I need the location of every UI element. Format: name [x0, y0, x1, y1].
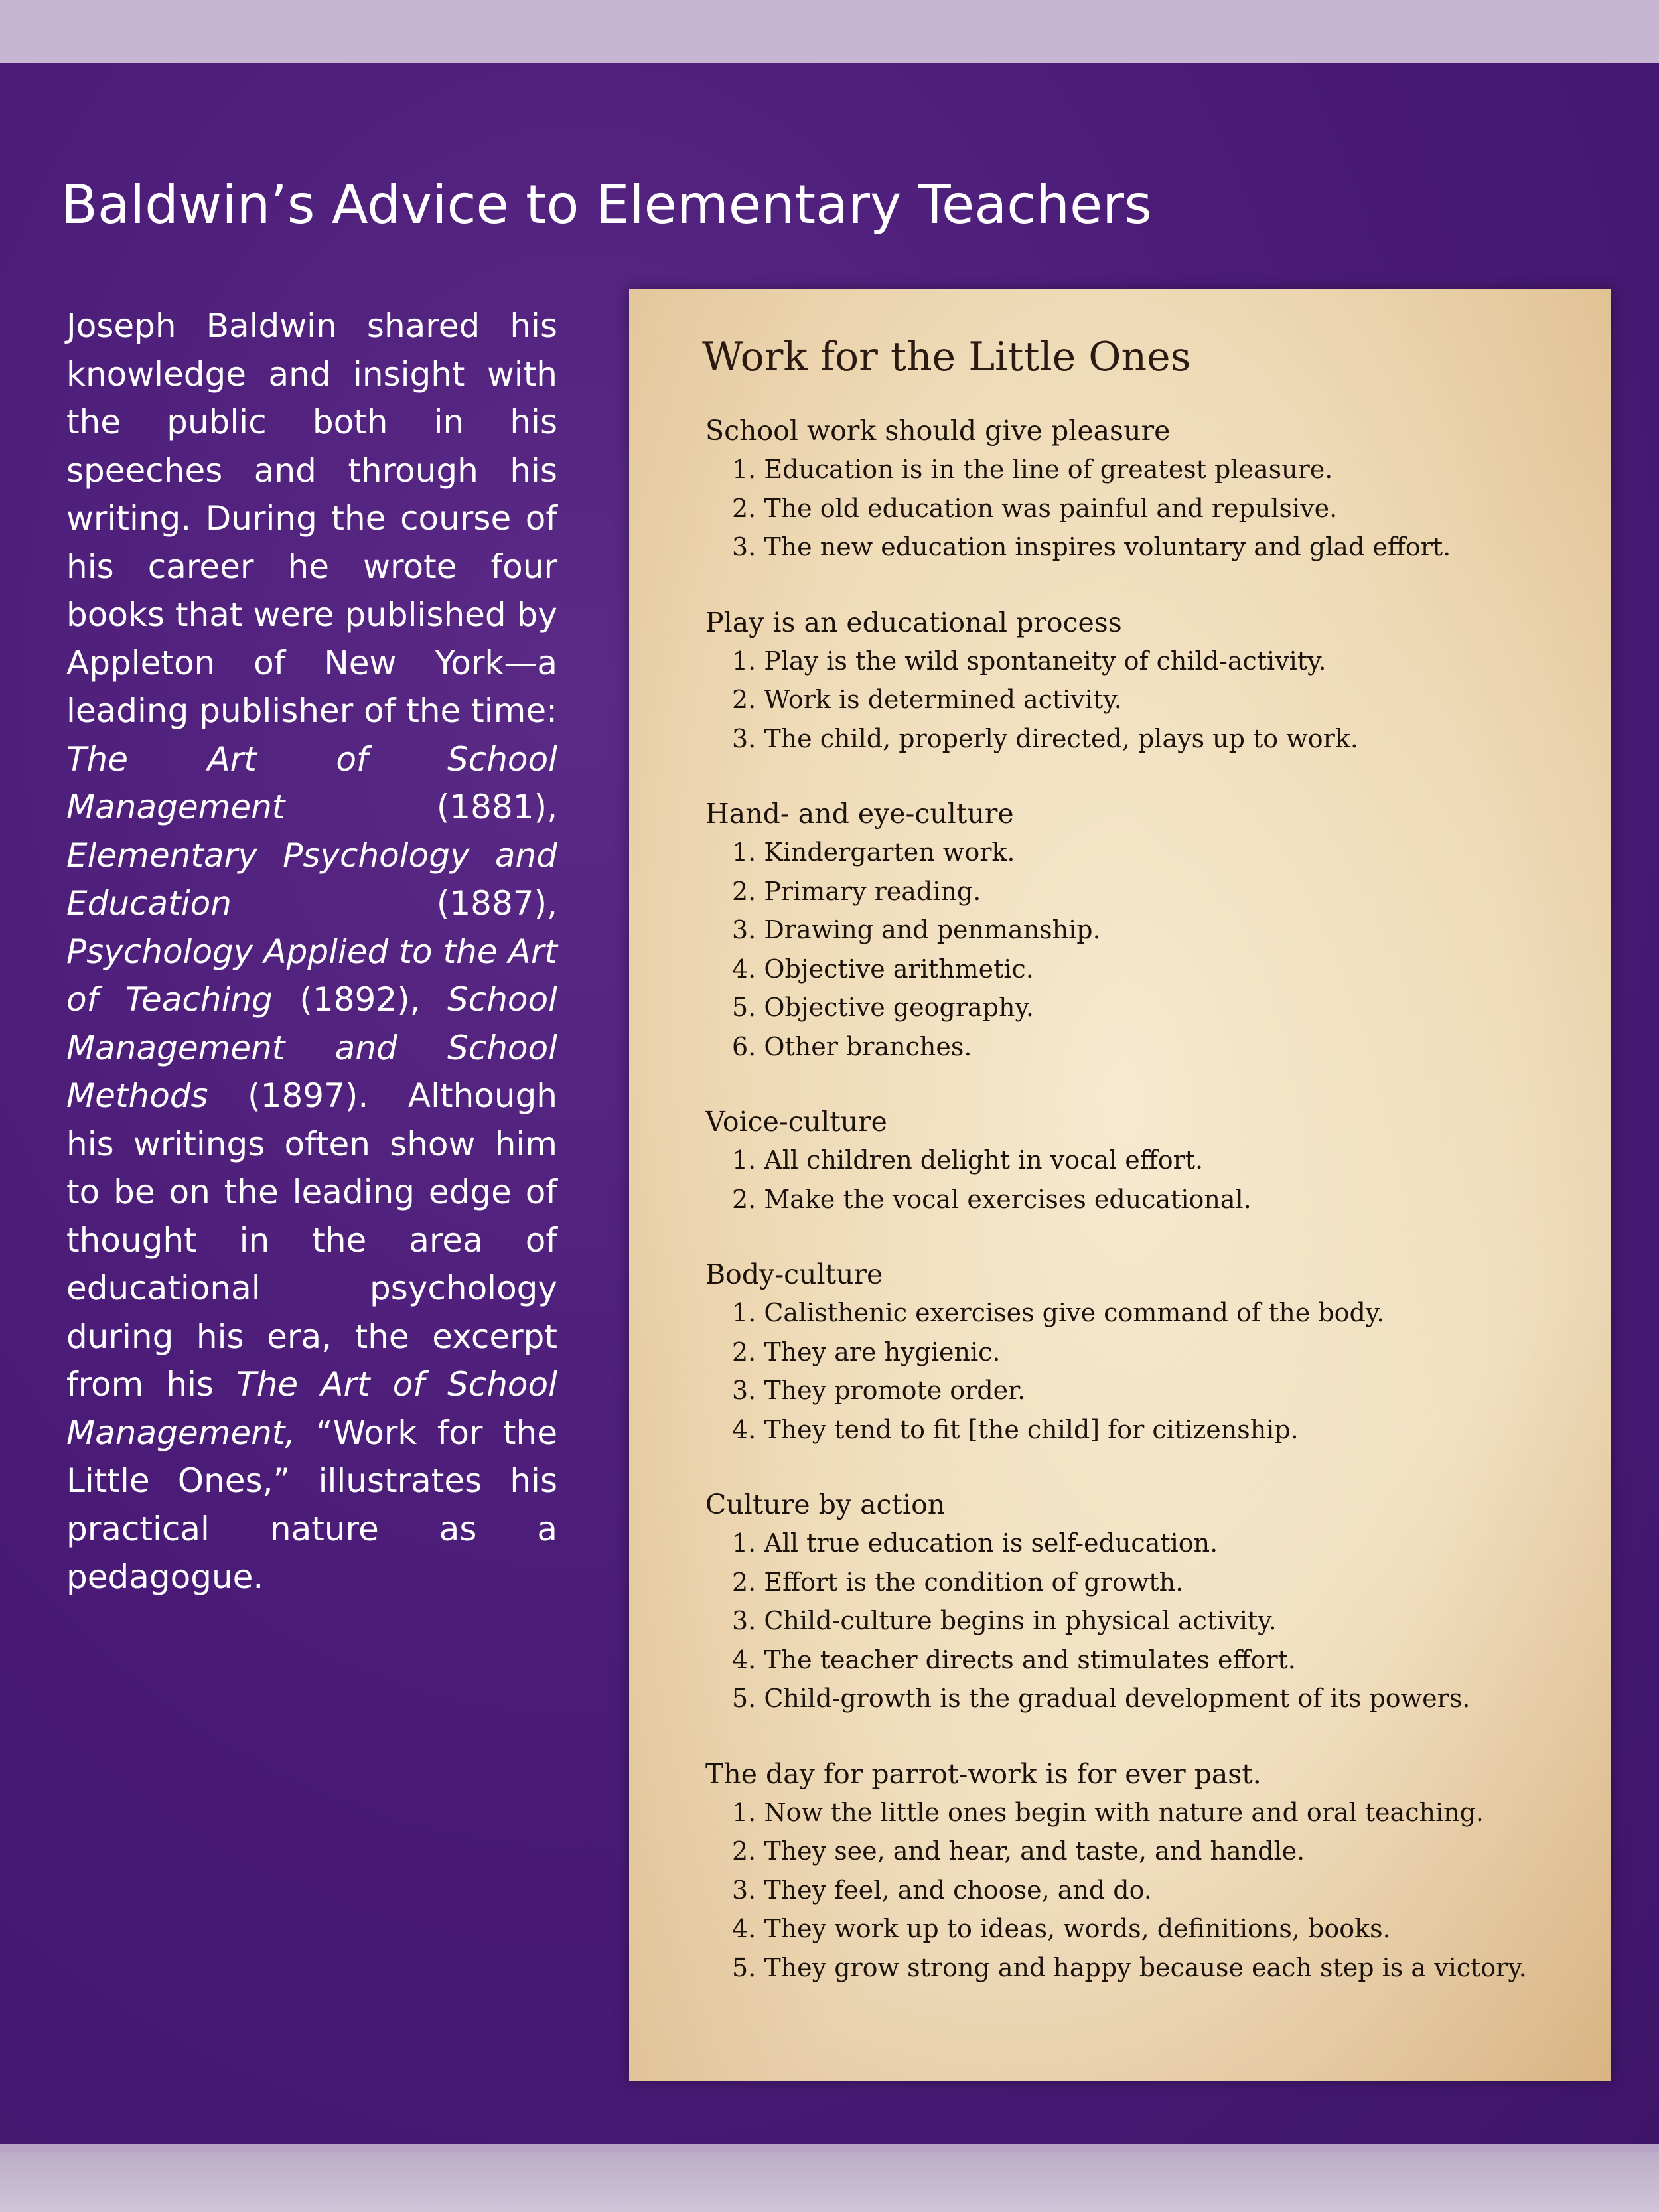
list-item: 1. Play is the wild spontaneity of child-activity. [732, 646, 1327, 676]
book-title: School Management and School Methods [66, 980, 557, 1115]
section-item-list [705, 1524, 1588, 1718]
section-heading: Play is an educational process [705, 606, 1122, 638]
book-title: Elementary Psychology and Education [66, 836, 557, 922]
background-floor [0, 2152, 1659, 2212]
document-section [705, 411, 1588, 567]
parchment-document [629, 289, 1611, 2081]
book-title: The Art of School Management, [66, 1365, 557, 1452]
document-section [705, 1485, 1588, 1718]
section-item-list [705, 833, 1588, 1066]
section-item-list [705, 1141, 1588, 1218]
list-item: 2. The old education was painful and repulsive. [732, 493, 1338, 523]
book-title: Psychology Applied to the Art of Teaching [66, 932, 557, 1019]
list-item: 5. Child-growth is the gradual development of its powers. [732, 1684, 1471, 1713]
list-item: 3. Child-culture begins in physical activity. [732, 1606, 1277, 1635]
section-item-list [705, 642, 1588, 759]
section-heading: The day for parrot-work is for ever past. [705, 1757, 1262, 1790]
intro-text: (1892), [272, 980, 447, 1019]
list-item: 1. Now the little ones begin with nature and oral teaching. [732, 1797, 1484, 1827]
list-item: 1. Kindergarten work. [732, 838, 1015, 867]
intro-paragraph [66, 302, 557, 1601]
document-title: Work for the Little Ones [702, 334, 1191, 380]
list-item: 4. The teacher directs and stimulates effort. [732, 1645, 1296, 1674]
exhibit-panel [0, 63, 1659, 2144]
list-item: 2. They see, and hear, and taste, and handle. [732, 1836, 1305, 1866]
list-item: 3. Drawing and penmanship. [732, 915, 1101, 944]
section-heading: Body-culture [705, 1258, 883, 1290]
list-item: 3. They promote order. [732, 1376, 1026, 1405]
intro-text: Joseph Baldwin shared his knowledge and insight with the public both in his speeches and through his writing. During the course of his career he wrote four books that were published by Appleton of New York—a leading publisher of the time: [66, 307, 557, 730]
list-item: 2. Effort is the condition of growth. [732, 1567, 1184, 1597]
list-item: 1. All true education is self-education. [732, 1528, 1218, 1558]
book-title: The Art of School Management [66, 739, 557, 826]
section-heading: Hand- and eye-culture [705, 798, 1014, 830]
intro-text: (1887), [231, 884, 557, 922]
list-item: 1. All children delight in vocal effort. [732, 1145, 1204, 1175]
section-heading: Voice-culture [705, 1106, 887, 1138]
list-item: 3. The new education inspires voluntary and glad effort. [732, 532, 1451, 561]
list-item: 2. Work is determined activity. [732, 685, 1122, 714]
document-sections [705, 411, 1588, 2024]
intro-text: “Work for the Little Ones,” illustrates his practical nature as a pedagogue. [66, 1413, 557, 1596]
intro-text: (1881), [285, 788, 557, 826]
list-item: 4. They work up to ideas, words, definitions, books. [732, 1914, 1391, 1943]
list-item: 4. Objective arithmetic. [732, 954, 1034, 984]
section-item-list [705, 1793, 1588, 1988]
list-item: 1. Calisthenic exercises give command of the body. [732, 1298, 1385, 1327]
list-item: 1. Education is in the line of greatest pleasure. [732, 455, 1333, 484]
list-item: 3. The child, properly directed, plays up to work. [732, 723, 1358, 753]
section-item-list [705, 1293, 1588, 1449]
panel-title: Baldwin’s Advice to Elementary Teachers [61, 174, 1152, 236]
intro-text: (1897). Although his writings often show him to be on the leading edge of thought in the area of educational psychology during his era, the excerpt from his [66, 1076, 557, 1404]
list-item: 5. They grow strong and happy because each step is a victory. [732, 1953, 1527, 1982]
section-heading: School work should give pleasure [705, 415, 1171, 447]
list-item: 2. They are hygienic. [732, 1337, 1001, 1366]
section-heading: Culture by action [705, 1489, 946, 1520]
list-item: 6. Other branches. [732, 1031, 972, 1061]
section-item-list [705, 450, 1588, 567]
document-section [705, 1755, 1588, 1988]
document-section [705, 603, 1588, 759]
list-item: 2. Make the vocal exercises educational. [732, 1184, 1252, 1214]
document-section [705, 794, 1588, 1066]
document-section [705, 1102, 1588, 1218]
list-item: 5. Objective geography. [732, 993, 1034, 1022]
list-item: 3. They feel, and choose, and do. [732, 1875, 1152, 1905]
list-item: 2. Primary reading. [732, 876, 981, 906]
document-section [705, 1255, 1588, 1449]
list-item: 4. They tend to fit [the child] for citizenship. [732, 1414, 1299, 1444]
